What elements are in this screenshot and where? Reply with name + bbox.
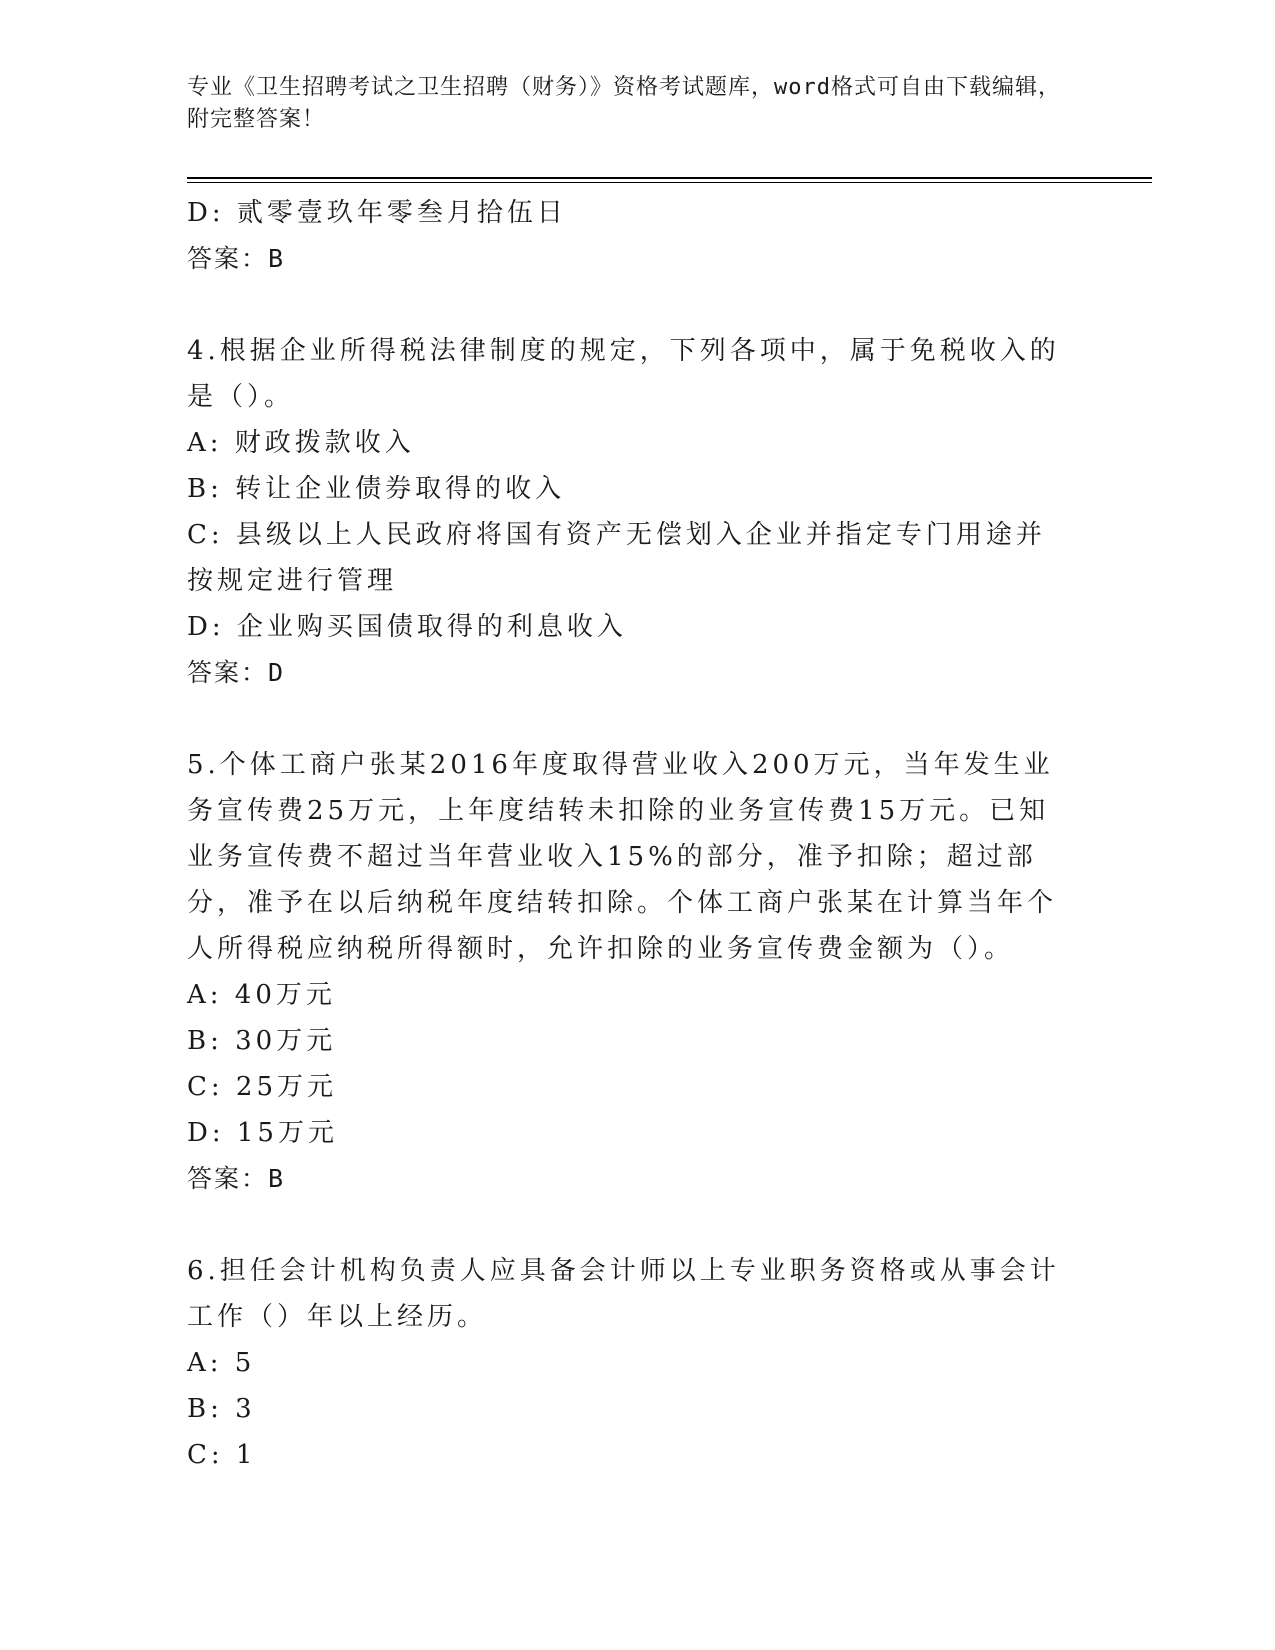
header-rule-thick	[187, 177, 1152, 179]
question-6	[187, 1248, 1067, 1478]
question-text: 4.根据企业所得税法律制度的规定，下列各项中，属于免税收入的是（）。	[187, 336, 1060, 412]
option-d: D: 贰零壹玖年零叁月拾伍日	[187, 198, 567, 228]
question-text: 6.担任会计机构负责人应具备会计师以上专业职务资格或从事会计工作（）年以上经历。	[187, 1256, 1060, 1332]
option-d: D: 企业购买国债取得的利息收入	[187, 612, 627, 642]
option-b: B: 30万元	[187, 1026, 337, 1056]
answer-label: 答案：D	[187, 658, 286, 687]
question-text: 5.个体工商户张某2016年度取得营业收入200万元，当年发生业务宣传费25万元，上年度结转未扣除的业务宣传费15万元。已知业务宣传费不超过当年营业收入15%的部分，准予扣除；超过部分，准予在以后纳税年度结转扣除。个体工商户张某在计算当年个人所得税应纳税所得额时，允许扣除的业务宣传费金额为（）。	[187, 750, 1058, 964]
prev-question	[187, 190, 1067, 282]
question-4	[187, 328, 1067, 696]
option-a: A: 财政拨款收入	[187, 428, 415, 458]
spacer	[187, 1202, 1067, 1248]
header-rule-thin	[187, 182, 1152, 183]
option-d: D: 15万元	[187, 1118, 338, 1148]
option-c: C: 县级以上人民政府将国有资产无偿划入企业并指定专门用途并按规定进行管理	[187, 520, 1046, 596]
question-5	[187, 742, 1067, 1202]
answer-label: 答案：B	[187, 244, 286, 273]
option-c: C: 25万元	[187, 1072, 338, 1102]
option-b: B: 3	[187, 1394, 256, 1424]
option-c: C: 1	[187, 1440, 257, 1470]
option-b: B: 转让企业债券取得的收入	[187, 474, 566, 504]
document-header: 专业《卫生招聘考试之卫生招聘（财务）》资格考试题库，word格式可自由下载编辑，附完整答案！	[187, 75, 1061, 132]
option-a: A: 5	[187, 1348, 256, 1378]
answer-label: 答案：B	[187, 1164, 286, 1193]
option-a: A: 40万元	[187, 980, 336, 1010]
spacer	[187, 696, 1067, 742]
spacer	[187, 282, 1067, 328]
question-content	[187, 190, 1067, 1478]
